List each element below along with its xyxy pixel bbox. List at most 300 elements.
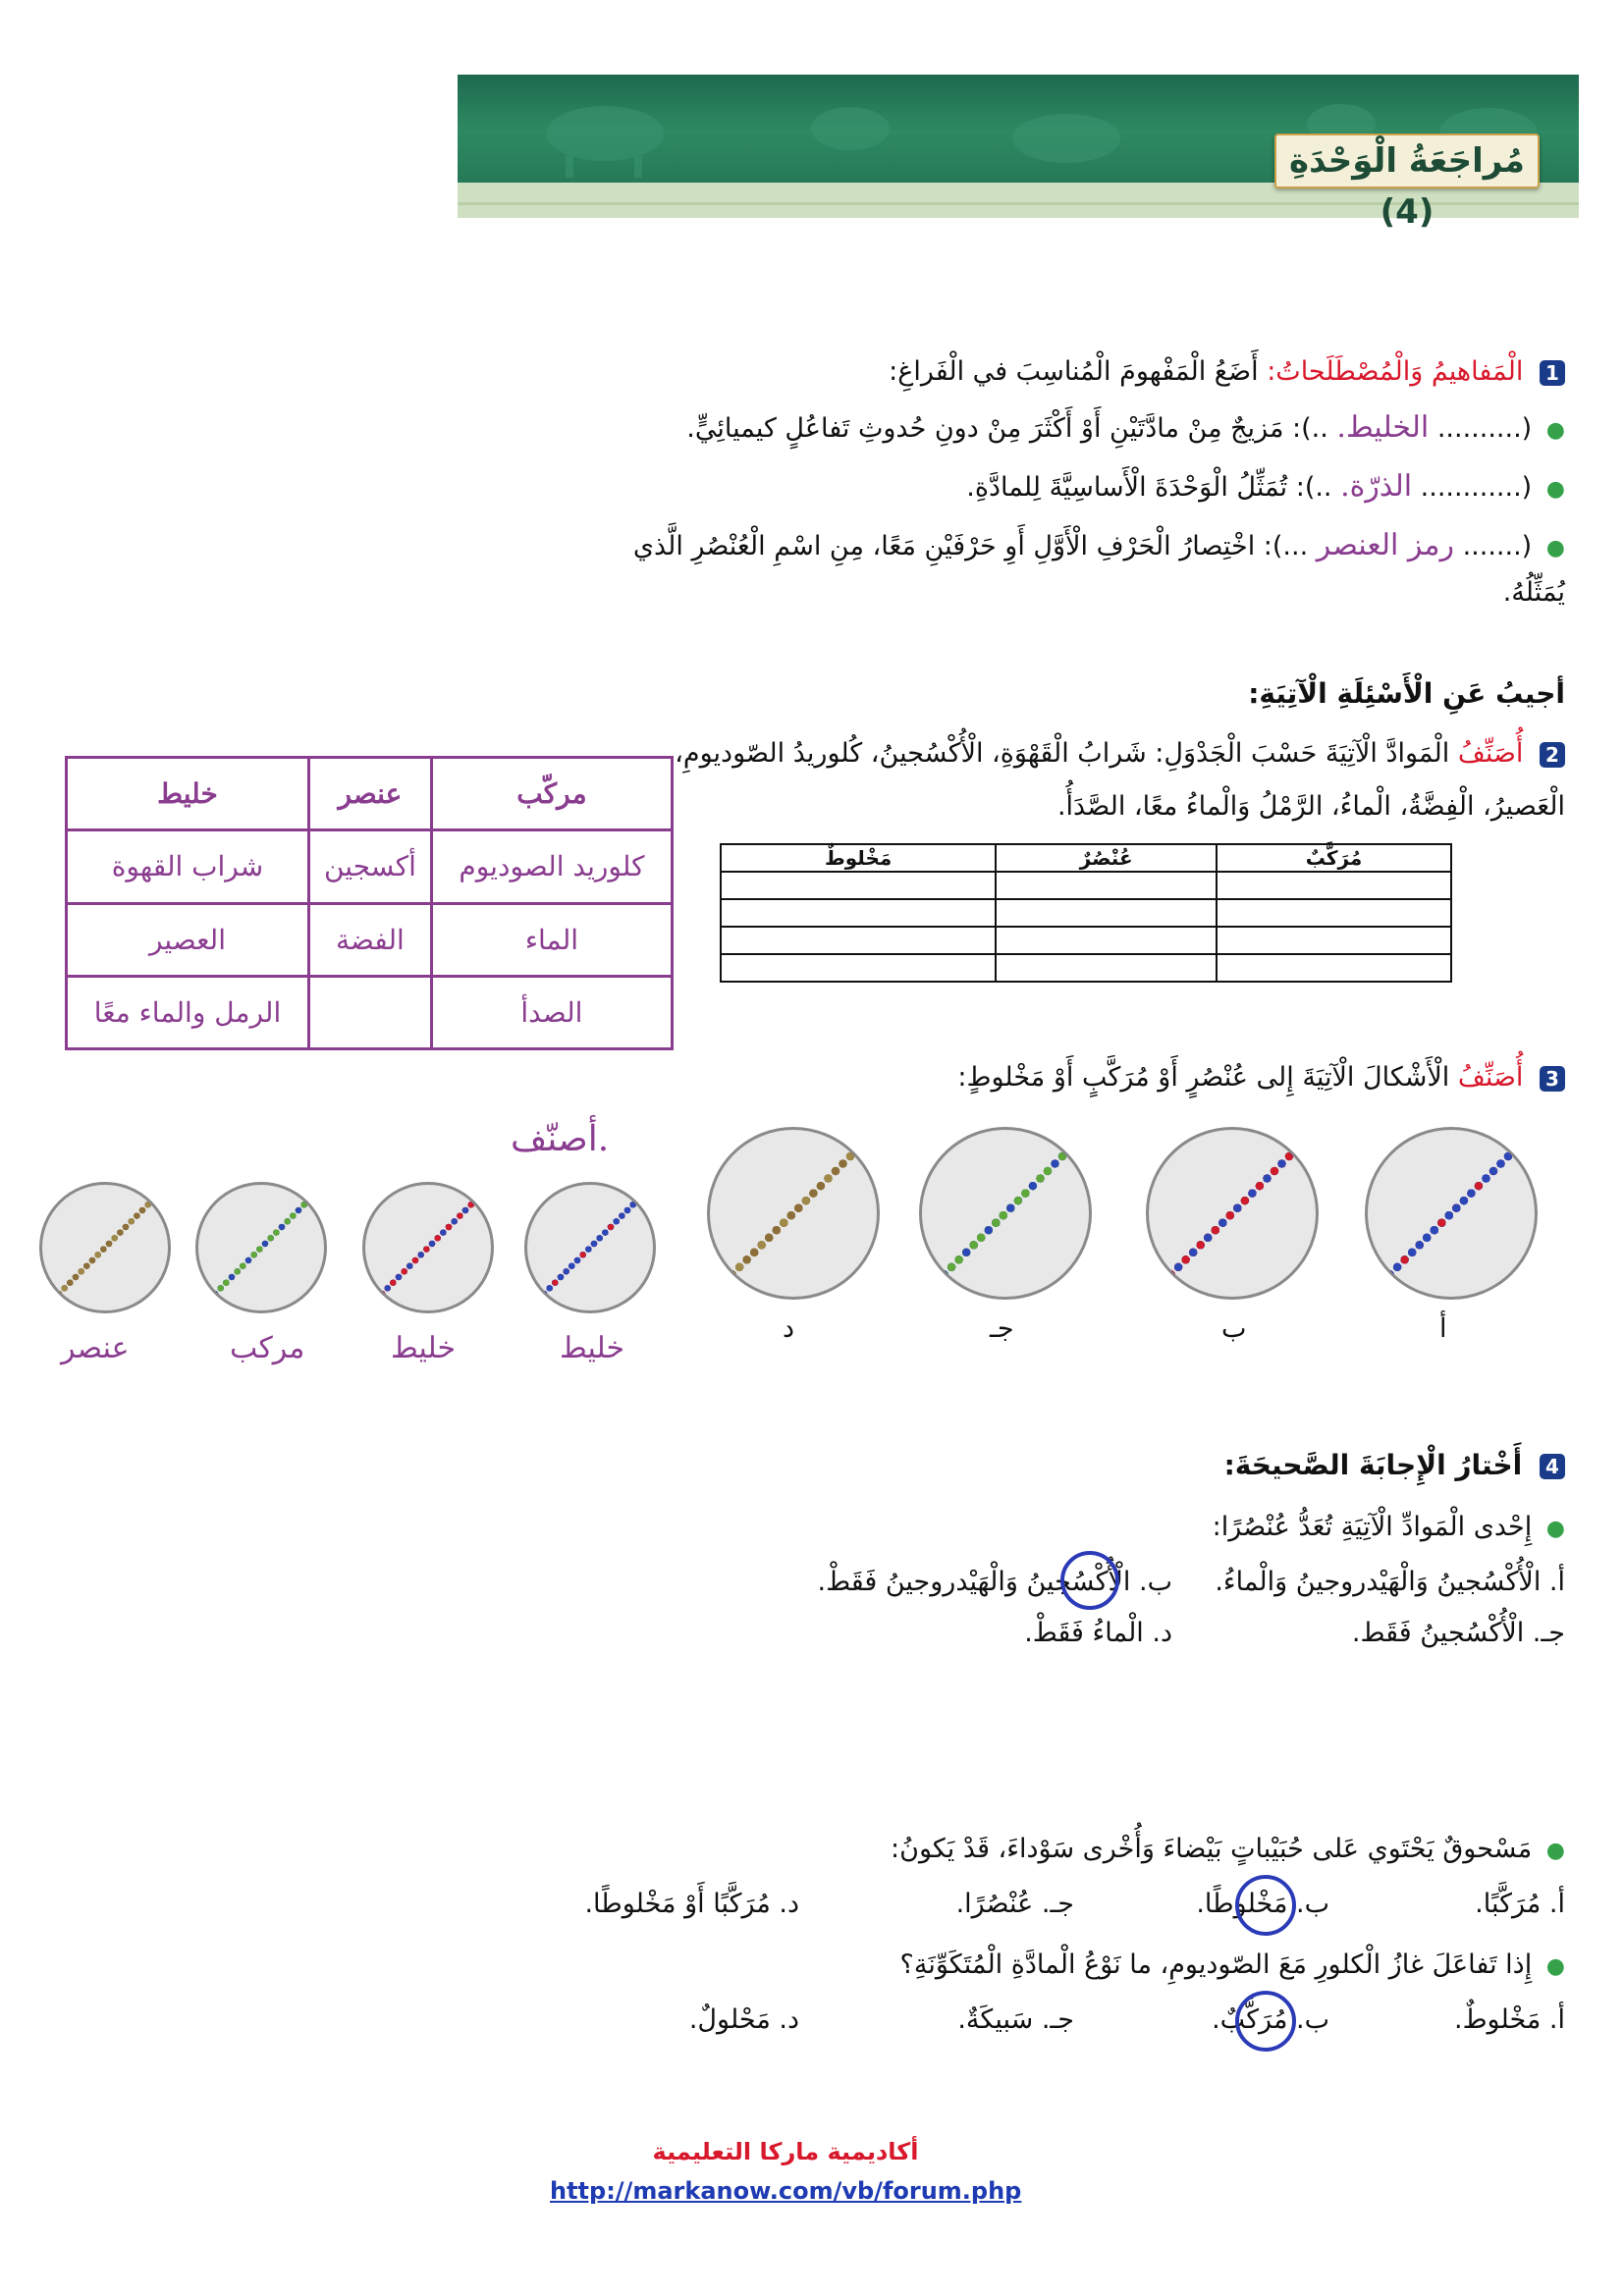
- particle-dot: [869, 1130, 877, 1138]
- section1-number: 1: [1540, 360, 1565, 386]
- particle-dot: [485, 1185, 491, 1191]
- particle-dot: [861, 1138, 869, 1146]
- particle-dot: [652, 1185, 653, 1186]
- particle-dot: [861, 1138, 869, 1146]
- particle-dot: [652, 1185, 653, 1186]
- particle-dot: [635, 1197, 641, 1202]
- answer-cell: الماء: [431, 903, 672, 976]
- particle-dot: [1293, 1145, 1301, 1152]
- particle-dot: [1066, 1145, 1074, 1152]
- particle-dot: [721, 1278, 729, 1286]
- particle-dot: [1149, 1293, 1153, 1297]
- particle-dot: [1293, 1145, 1301, 1152]
- particle-dot: [306, 1197, 312, 1202]
- particle-dot: [1160, 1278, 1167, 1286]
- particle-dot: [527, 1308, 530, 1310]
- particle-dot: [306, 1197, 312, 1202]
- particle-dot: [641, 1191, 647, 1197]
- particle-dot: [861, 1138, 869, 1146]
- particle-dot: [318, 1185, 324, 1191]
- particle-dot: [1315, 1130, 1316, 1131]
- particle-dot: [809, 1190, 817, 1198]
- particle-dot: [1371, 1285, 1379, 1293]
- particle-dot: [479, 1191, 485, 1197]
- particle-dot: [1066, 1145, 1074, 1152]
- particle-dot: [1300, 1138, 1308, 1146]
- particle-dot: [323, 1185, 324, 1186]
- figure-label-c: جـ: [990, 1313, 1014, 1344]
- particle-dot: [1073, 1138, 1081, 1146]
- particle-dot: [1073, 1138, 1081, 1146]
- particle-dot: [1534, 1130, 1535, 1131]
- particle-dot: [713, 1285, 721, 1293]
- particle-dot: [479, 1191, 485, 1197]
- particle-dot: [1088, 1130, 1089, 1131]
- particle-dot: [206, 1297, 212, 1303]
- particle-dot: [535, 1297, 541, 1303]
- particle-dot: [922, 1293, 926, 1297]
- particle-dot: [652, 1185, 653, 1186]
- particle-dot: [368, 1302, 374, 1308]
- particle-dot: [721, 1278, 729, 1286]
- particle-dot: [933, 1278, 941, 1286]
- particle-dot: [1073, 1138, 1081, 1146]
- section3-heading: [957, 1062, 1565, 1093]
- particle-dot: [245, 1257, 251, 1263]
- particle-dot: [318, 1185, 324, 1191]
- particle-dot: [201, 1302, 207, 1308]
- particle-dot: [1088, 1130, 1089, 1131]
- particle-dot: [218, 1285, 224, 1291]
- answer-questions-heading: أجيبُ عَنِ الْأَسْئِلَةِ الْآتِيَةِ:: [1248, 677, 1565, 710]
- particle-dot: [530, 1302, 536, 1308]
- particle-dot: [635, 1197, 641, 1202]
- particle-dot: [1073, 1138, 1081, 1146]
- particle-dot: [641, 1191, 647, 1197]
- particle-dot: [1293, 1145, 1301, 1152]
- particle-dot: [406, 1263, 412, 1269]
- particle-dot: [318, 1185, 324, 1191]
- particle-dot: [933, 1278, 941, 1286]
- particle-dot: [473, 1197, 479, 1202]
- particle-dot: [635, 1197, 641, 1202]
- particle-dot: [479, 1191, 485, 1197]
- particle-dot: [212, 1291, 218, 1297]
- particle-dot: [1534, 1130, 1535, 1131]
- particle-dot: [50, 1297, 56, 1303]
- particle-dot: [323, 1185, 324, 1186]
- particle-dot: [535, 1297, 541, 1303]
- small-figure-d: [39, 1182, 171, 1313]
- particle-dot: [365, 1308, 368, 1310]
- particle-dot: [1512, 1145, 1520, 1152]
- particle-dot: [1152, 1285, 1160, 1293]
- particle-dot: [479, 1191, 485, 1197]
- particle-dot: [373, 1297, 379, 1303]
- particle-dot: [490, 1185, 491, 1186]
- particle-dot: [485, 1185, 491, 1191]
- particle-dot: [485, 1185, 491, 1191]
- particle-dot: [652, 1185, 653, 1186]
- particle-dot: [1315, 1130, 1316, 1131]
- particle-dot: [641, 1191, 647, 1197]
- particle-dot: [933, 1278, 941, 1286]
- particle-dot: [652, 1185, 653, 1186]
- particle-dot: [641, 1191, 647, 1197]
- particle-dot: [1512, 1145, 1520, 1152]
- particle-dot: [925, 1285, 933, 1293]
- particle-dot: [365, 1308, 368, 1310]
- particle-dot: [1088, 1130, 1089, 1131]
- particle-dot: [201, 1302, 207, 1308]
- particle-dot: [429, 1241, 435, 1247]
- particle-dot: [1527, 1130, 1535, 1138]
- particle-dot: [1315, 1130, 1316, 1131]
- particle-dot: [1534, 1130, 1535, 1131]
- particle-dot: [854, 1145, 862, 1152]
- table-header-cell: مَخْلوطٌ: [721, 844, 996, 872]
- particle-dot: [854, 1145, 862, 1152]
- particle-dot: [1431, 1226, 1438, 1234]
- particle-dot: [710, 1293, 714, 1297]
- particle-dot: [1519, 1138, 1527, 1146]
- particle-dot: [485, 1185, 491, 1191]
- particle-dot: [647, 1185, 653, 1191]
- particle-dot: [1371, 1285, 1379, 1293]
- particle-dot: [1081, 1130, 1089, 1138]
- particle-dot: [318, 1185, 324, 1191]
- particle-dot: [1160, 1278, 1167, 1286]
- particle-dot: [323, 1185, 324, 1186]
- particle-dot: [206, 1297, 212, 1303]
- particle-dot: [527, 1308, 530, 1310]
- particle-dot: [201, 1302, 207, 1308]
- particle-dot: [1073, 1138, 1081, 1146]
- particle-dot: [876, 1130, 877, 1131]
- particle-dot: [922, 1293, 926, 1297]
- particle-dot: [647, 1185, 653, 1191]
- particle-dot: [1519, 1138, 1527, 1146]
- particle-dot: [473, 1197, 479, 1202]
- particle-dot: [1368, 1293, 1372, 1297]
- particle-dot: [323, 1185, 324, 1186]
- particle-dot: [1212, 1226, 1219, 1234]
- particle-dot: [1167, 1270, 1175, 1278]
- particle-dot: [647, 1185, 653, 1191]
- particle-dot: [1368, 1293, 1372, 1297]
- particle-dot: [1512, 1145, 1520, 1152]
- particle-dot: [854, 1145, 862, 1152]
- particle-dot: [1293, 1145, 1301, 1152]
- particle-dot: [597, 1235, 603, 1241]
- particle-dot: [1534, 1130, 1535, 1131]
- particle-dot: [485, 1185, 491, 1191]
- particle-dot: [1152, 1285, 1160, 1293]
- particle-dot: [473, 1197, 479, 1202]
- particle-dot: [490, 1185, 491, 1186]
- particle-dot: [1512, 1145, 1520, 1152]
- particle-dot: [647, 1185, 653, 1191]
- concept-item-1-answer: الخليط.: [1336, 410, 1430, 445]
- particle-dot: [473, 1197, 479, 1202]
- particle-dot: [933, 1278, 941, 1286]
- particle-dot: [535, 1297, 541, 1303]
- particle-dot: [721, 1278, 729, 1286]
- particle-dot: [1174, 1263, 1182, 1271]
- particle-dot: [641, 1191, 647, 1197]
- small-figure-a: [524, 1182, 656, 1313]
- particle-dot: [721, 1278, 729, 1286]
- particle-dot: [641, 1191, 647, 1197]
- particle-dot: [1379, 1278, 1386, 1286]
- particle-dot: [312, 1191, 318, 1197]
- particle-dot: [922, 1293, 926, 1297]
- particle-dot: [440, 1230, 446, 1236]
- particle-dot: [1534, 1130, 1535, 1131]
- particle-dot: [1081, 1130, 1089, 1138]
- particle-dot: [485, 1185, 491, 1191]
- particle-dot: [1519, 1138, 1527, 1146]
- particle-dot: [1152, 1285, 1160, 1293]
- particle-dot: [541, 1291, 547, 1297]
- particle-dot: [306, 1197, 312, 1202]
- particle-dot: [1315, 1130, 1316, 1131]
- particle-dot: [933, 1278, 941, 1286]
- section2-number: 2: [1540, 742, 1565, 768]
- particle-dot: [1519, 1138, 1527, 1146]
- particle-dot: [323, 1185, 324, 1186]
- particle-dot: [452, 1218, 458, 1224]
- particle-dot: [1512, 1145, 1520, 1152]
- particle-dot: [423, 1247, 429, 1253]
- particle-dot: [535, 1297, 541, 1303]
- particle-dot: [306, 1197, 312, 1202]
- particle-dot: [373, 1297, 379, 1303]
- particle-dot: [1512, 1145, 1520, 1152]
- particle-dot: [527, 1308, 530, 1310]
- particle-dot: [1293, 1145, 1301, 1152]
- particle-dot: [876, 1130, 877, 1131]
- particle-dot: [1149, 1293, 1153, 1297]
- particle-dot: [373, 1297, 379, 1303]
- particle-dot: [922, 1293, 926, 1297]
- particle-dot: [479, 1191, 485, 1197]
- particle-dot: [635, 1197, 641, 1202]
- particle-dot: [1081, 1130, 1089, 1138]
- particle-dot: [323, 1185, 324, 1186]
- particle-dot: [485, 1185, 491, 1191]
- particle-dot: [933, 1278, 941, 1286]
- particle-dot: [1066, 1145, 1074, 1152]
- particle-dot: [635, 1197, 641, 1202]
- particle-dot: [490, 1185, 491, 1186]
- concept-item-3: [633, 528, 1565, 562]
- particle-dot: [1152, 1285, 1160, 1293]
- particle-dot: [318, 1185, 324, 1191]
- particle-dot: [970, 1241, 978, 1249]
- particle-dot: [614, 1218, 620, 1224]
- particle-dot: [1527, 1130, 1535, 1138]
- particle-dot: [652, 1185, 653, 1186]
- particle-dot: [479, 1191, 485, 1197]
- particle-dot: [223, 1280, 229, 1286]
- particle-dot: [710, 1293, 714, 1297]
- section3-number: 3: [1540, 1066, 1565, 1092]
- particle-dot: [992, 1219, 1000, 1227]
- particle-dot: [1300, 1138, 1308, 1146]
- particle-dot: [1088, 1130, 1089, 1131]
- particle-dot: [1277, 1159, 1285, 1167]
- particle-dot: [1152, 1285, 1160, 1293]
- particle-dot: [861, 1138, 869, 1146]
- particle-dot: [1088, 1130, 1089, 1131]
- particle-dot: [368, 1302, 374, 1308]
- particle-dot: [641, 1191, 647, 1197]
- particle-dot: [1073, 1138, 1081, 1146]
- particle-dot: [1160, 1278, 1167, 1286]
- particle-dot: [1300, 1138, 1308, 1146]
- particle-dot: [373, 1297, 379, 1303]
- particle-dot: [547, 1285, 553, 1291]
- particle-dot: [368, 1302, 374, 1308]
- section2-title-red: أُصَنِّفُ: [1457, 738, 1524, 769]
- particle-dot: [323, 1185, 324, 1186]
- particle-dot: [1149, 1293, 1153, 1297]
- particle-dot: [527, 1308, 530, 1310]
- particle-dot: [206, 1297, 212, 1303]
- particle-dot: [312, 1191, 318, 1197]
- particle-dot: [1256, 1182, 1264, 1190]
- particle-dot: [206, 1297, 212, 1303]
- particle-dot: [479, 1191, 485, 1197]
- particle-dot: [861, 1138, 869, 1146]
- particle-dot: [1368, 1293, 1372, 1297]
- particle-dot: [318, 1185, 324, 1191]
- particle-dot: [652, 1185, 653, 1186]
- particle-dot: [490, 1185, 491, 1186]
- particle-dot: [1512, 1145, 1520, 1152]
- particle-dot: [1416, 1241, 1424, 1249]
- particle-dot: [641, 1191, 647, 1197]
- particle-dot: [1088, 1130, 1089, 1131]
- particle-dot: [602, 1230, 608, 1236]
- particle-dot: [876, 1130, 877, 1131]
- particle-dot: [869, 1130, 877, 1138]
- particle-dot: [922, 1293, 926, 1297]
- particle-dot: [365, 1308, 368, 1310]
- particle-dot: [323, 1185, 324, 1186]
- particle-dot: [251, 1252, 257, 1257]
- particle-dot: [1182, 1255, 1190, 1263]
- particle-dot: [323, 1185, 324, 1186]
- particle-dot: [490, 1185, 491, 1186]
- particle-dot: [933, 1278, 941, 1286]
- particle-dot: [925, 1285, 933, 1293]
- particle-dot: [1149, 1293, 1153, 1297]
- particle-dot: [564, 1268, 569, 1274]
- particle-dot: [869, 1130, 877, 1138]
- particle-dot: [1073, 1138, 1081, 1146]
- particle-dot: [552, 1280, 558, 1286]
- particle-dot: [735, 1263, 743, 1271]
- particle-dot: [861, 1138, 869, 1146]
- particle-dot: [1073, 1138, 1081, 1146]
- particle-dot: [1534, 1130, 1535, 1131]
- particle-dot: [925, 1285, 933, 1293]
- particle-dot: [647, 1185, 653, 1191]
- particle-dot: [530, 1302, 536, 1308]
- particle-dot: [1371, 1285, 1379, 1293]
- particle-dot: [1088, 1130, 1089, 1131]
- particle-dot: [206, 1297, 212, 1303]
- particle-dot: [1379, 1278, 1386, 1286]
- particle-dot: [365, 1308, 368, 1310]
- particle-dot: [1066, 1145, 1074, 1152]
- element-particles-brown: [42, 1185, 168, 1310]
- particle-dot: [635, 1197, 641, 1202]
- particle-dot: [647, 1185, 653, 1191]
- particle-dot: [869, 1130, 877, 1138]
- particle-dot: [641, 1191, 647, 1197]
- particle-dot: [869, 1130, 877, 1138]
- particle-dot: [1315, 1130, 1316, 1131]
- particle-dot: [750, 1249, 758, 1256]
- particle-dot: [1534, 1130, 1535, 1131]
- particle-dot: [1512, 1145, 1520, 1152]
- particle-dot: [473, 1197, 479, 1202]
- particle-dot: [635, 1197, 641, 1202]
- particle-dot: [1527, 1130, 1535, 1138]
- particle-dot: [1379, 1278, 1386, 1286]
- particle-dot: [1066, 1145, 1074, 1152]
- particle-figure-c: [919, 1127, 1092, 1300]
- particle-dot: [1467, 1190, 1475, 1198]
- particle-dot: [1058, 1152, 1066, 1160]
- particle-dot: [869, 1130, 877, 1138]
- particle-dot: [312, 1191, 318, 1197]
- particle-dot: [318, 1185, 324, 1191]
- particle-dot: [1512, 1145, 1520, 1152]
- particle-dot: [201, 1302, 207, 1308]
- particle-dot: [1293, 1145, 1301, 1152]
- particle-dot: [312, 1191, 318, 1197]
- particle-dot: [206, 1297, 212, 1303]
- particle-dot: [479, 1191, 485, 1197]
- particle-dot: [198, 1308, 201, 1310]
- particle-dot: [1512, 1145, 1520, 1152]
- particle-dot: [485, 1185, 491, 1191]
- particle-dot: [365, 1308, 368, 1310]
- particle-dot: [306, 1197, 312, 1202]
- particle-dot: [312, 1191, 318, 1197]
- particle-dot: [473, 1197, 479, 1202]
- particle-dot: [412, 1257, 418, 1263]
- particle-dot: [198, 1308, 201, 1310]
- particle-dot: [854, 1145, 862, 1152]
- particle-dot: [1519, 1138, 1527, 1146]
- particle-dot: [485, 1185, 491, 1191]
- particle-dot: [1512, 1145, 1520, 1152]
- particle-dot: [1073, 1138, 1081, 1146]
- concept-item-2: [966, 469, 1565, 504]
- particle-dot: [854, 1145, 862, 1152]
- concept-item-2-prefix: (............: [1420, 472, 1533, 503]
- particle-dot: [635, 1197, 641, 1202]
- particle-dot: [1300, 1138, 1308, 1146]
- particle-dot: [854, 1145, 862, 1152]
- particle-dot: [1519, 1138, 1527, 1146]
- particle-dot: [1293, 1145, 1301, 1152]
